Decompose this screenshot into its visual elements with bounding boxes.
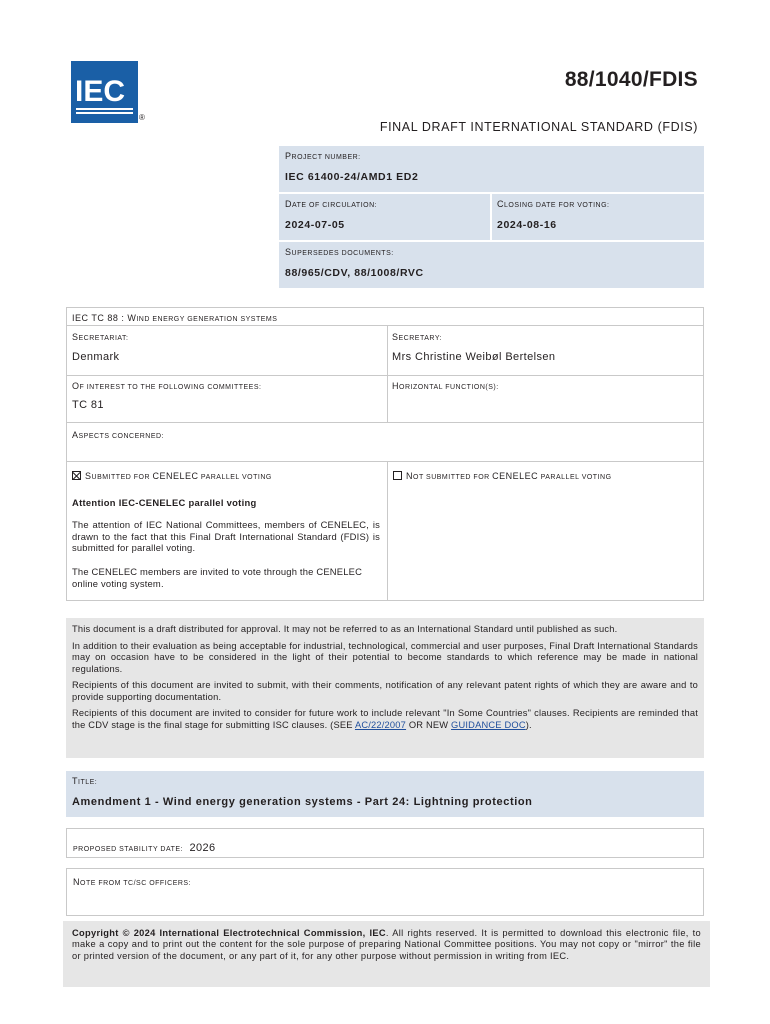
horizontal-functions-label: HORIZONTAL FUNCTION(S): <box>392 381 499 391</box>
attention-heading: Attention IEC-CENELEC parallel voting <box>72 497 257 508</box>
secretariat-label: SECRETARIAT: <box>72 332 129 342</box>
circulation-date-field <box>279 194 490 240</box>
notice-paragraph: Recipients of this document are invited to submit, with their comments, notification of any relevant patent rights of which they are aware and to provide supporting documentation. <box>72 680 698 702</box>
technical-committee: IEC TC 88 : WIND ENERGY GENERATION SYSTEMS <box>72 313 278 323</box>
cenelec-invite-text: The CENELEC members are invited to vote through the CENELEC online voting system. <box>72 566 363 589</box>
closing-date-label: CLOSING DATE FOR VOTING: <box>497 199 610 209</box>
registered-mark: ® <box>139 113 145 122</box>
interest-committees-label: OF INTEREST TO THE FOLLOWING COMMITTEES: <box>72 381 262 391</box>
title-value: Amendment 1 - Wind energy generation systems - Part 24: Lightning protection <box>72 796 533 808</box>
ac-22-2007-link[interactable]: AC/22/2007 <box>354 719 407 730</box>
attention-text: The attention of IEC National Committees, members of CENELEC, is drawn to the fact that this Final Draft International Standard (FDIS) is submitted for parallel voting. <box>72 519 380 553</box>
supersedes-label: SUPERSEDES DOCUMENTS: <box>285 247 394 257</box>
officers-note-label: NOTE FROM TC/SC OFFICERS: <box>73 877 192 887</box>
supersedes-field <box>279 242 704 288</box>
circulation-date-value: 2024-07-05 <box>285 219 345 231</box>
stability-date-value: 2026 <box>189 842 216 854</box>
iec-logo <box>71 61 138 123</box>
circulation-date-label: DATE OF CIRCULATION: <box>285 199 378 209</box>
checked-checkbox-icon <box>72 471 81 480</box>
notice-paragraph: In addition to their evaluation as being acceptable for industrial, technological, commercial and user purposes, Final Draft International Standards may on occasion have to be considered in the light of their potential to become standards to which reference may be made in national regulations. <box>72 640 698 674</box>
draft-notice <box>66 618 704 758</box>
secretariat-value: Denmark <box>72 351 120 363</box>
project-number-field <box>279 146 704 192</box>
project-number-value: IEC 61400-24/AMD1 ED2 <box>285 171 419 183</box>
logo-text: IEC <box>75 75 126 108</box>
secretary-value: Mrs Christine Weibøl Bertelsen <box>392 351 556 363</box>
stability-date-field <box>66 828 704 858</box>
copyright-bold: Copyright © 2024 International Electrotechnical Commission, IEC <box>72 928 386 938</box>
title-field <box>66 771 704 817</box>
copyright-notice <box>63 921 710 987</box>
document-number: 88/1040/FDIS <box>564 68 698 91</box>
stability-date-label: PROPOSED STABILITY DATE: <box>73 846 184 853</box>
document-type: FINAL DRAFT INTERNATIONAL STANDARD (FDIS) <box>379 120 698 134</box>
officers-note-field <box>66 868 704 916</box>
guidance-doc-link[interactable]: GUIDANCE DOC <box>451 719 526 730</box>
aspects-concerned-label: ASPECTS CONCERNED: <box>72 430 165 440</box>
submitted-cenelec-option: SUBMITTED FOR CENELEC PARALLEL VOTING <box>72 471 272 481</box>
title-label: TITLE: <box>72 776 98 786</box>
secretary-label: SECRETARY: <box>392 332 443 342</box>
iec-logo-graphic <box>71 61 138 123</box>
notice-paragraph: This document is a draft distributed for approval. It may not be referred to as an International Standard until published as such. <box>72 624 618 634</box>
empty-checkbox-icon <box>393 471 402 480</box>
interest-committees-value: TC 81 <box>72 399 104 411</box>
committee-table <box>66 307 704 601</box>
project-number-label: PROJECT NUMBER: <box>285 151 361 161</box>
copyright-text: . All rights reserved. It is permitted to download this electronic file, to make a copy and to print out the content for the sole purpose of preparing National Committee positions. You may not copy or "mirror" the file or printed version of the document, or any part of it, for any other purpose without permission in writing from IEC. <box>72 928 701 961</box>
closing-date-field <box>492 194 704 240</box>
not-submitted-cenelec-option: NOT SUBMITTED FOR CENELEC PARALLEL VOTING <box>393 471 612 481</box>
supersedes-value: 88/965/CDV, 88/1008/RVC <box>285 267 424 279</box>
notice-paragraph: Recipients of this document are invited to consider for future work to include relevant "In Some Countries" clauses. Recipients are reminded that the CDV stage is the final stage for submitting ISC clauses. (SEE AC/22/2007 OR NEW GUIDANCE DOC). <box>72 708 698 730</box>
closing-date-value: 2024-08-16 <box>497 219 557 231</box>
